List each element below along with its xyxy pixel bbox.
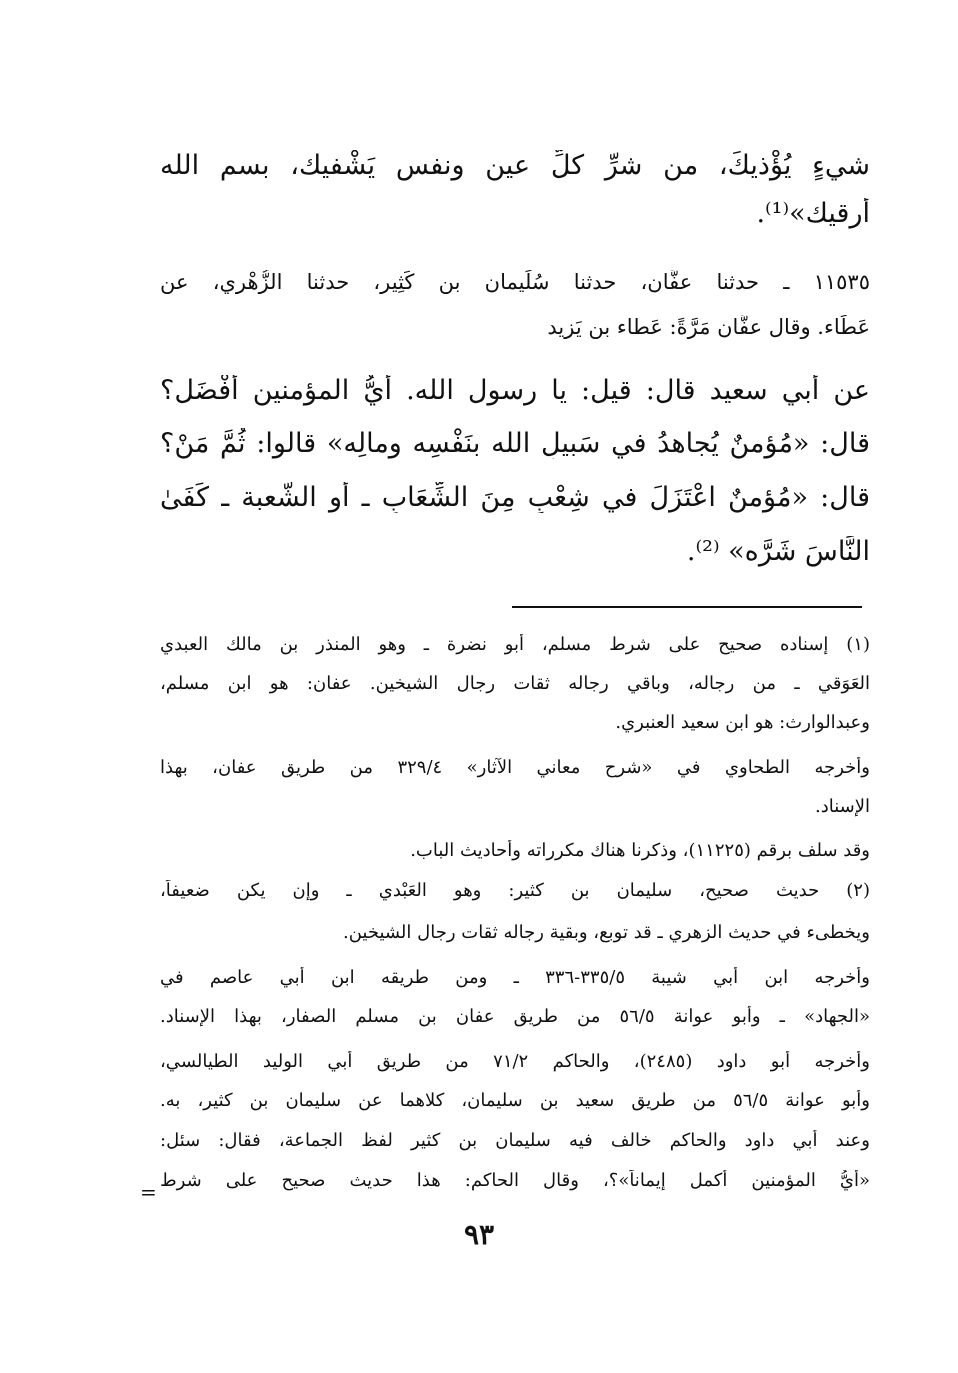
main-text-line: النَّاسَ شَرَّه» ⁽²⁾. — [686, 536, 870, 567]
footnote-line: «الجهاد» ـ وأبو عوانة ٥٦/٥ من طريق عفان بن مسلم الصفار، بهذا الإسناد. — [160, 1006, 870, 1027]
footnote-separator — [512, 606, 862, 608]
continuation-mark: = — [140, 1180, 157, 1204]
footnote-line: الإسناد. — [814, 796, 870, 817]
main-text-line: أرقيك»⁽¹⁾. — [756, 198, 870, 229]
footnote-line: (١) إسناده صحيح على شرط مسلم، أبو نضرة ـ وهو المنذر بن مالك العبدي — [160, 634, 870, 655]
footnote-line: وقد سلف برقم (١١٢٢٥)، وذكرنا هناك مكرراته وأحاديث الباب. — [410, 840, 870, 861]
footnote-line: وأبو عوانة ٥٦/٥ من طريق سعيد بن سليمان، كلاهما عن سليمان بن كثير، به. — [160, 1090, 870, 1111]
isnad-line: عَطَاء. وقال عفَّان مَرَّةً: عَطاء بن يَزيد — [547, 315, 870, 339]
footnote-line: العَوَقي ـ من رجاله، وباقي رجاله ثقات رجال الشيخين. عفان: هو ابن مسلم، — [160, 673, 870, 694]
footnote-line: (٢) حديث صحيح، سليمان بن كثير: وهو العَبْدي ـ وإن يكن ضعيفاً، — [160, 880, 870, 901]
footnote-line: وأخرجه ابن أبي شيبة ٣٣٥/٥-٣٣٦ ـ ومن طريقه ابن أبي عاصم في — [160, 967, 870, 988]
footnote-line: ويخطىء في حديث الزهري ـ قد توبع، وبقية رجاله ثقات رجال الشيخين. — [342, 922, 870, 943]
hadith-number-line: ١١٥٣٥ ـ حدثنا عفَّان، حدثنا سُلَيمان بن كَثِير، حدثنا الزُّهْري، عن — [160, 270, 870, 294]
footnote-line: وأخرجه الطحاوي في «شرح معاني الآثار» ٣٢٩/٤ من طريق عفان، بهذا — [160, 757, 870, 778]
footnote-line: «أيُّ المؤمنين أكمل إيماناً»؟، وقال الحاكم: هذا حديث صحيح على شرط — [160, 1170, 870, 1191]
main-text-line: عن أبي سعيد قال: قيل: يا رسول الله. أيُّ المؤمنين أفْضَل؟ — [160, 375, 870, 406]
main-text-line: شيءٍ يُؤْذيكَ، من شرِّ كلِّ عينٍ ونفسٍ يَشْفيك، بسم الله — [160, 150, 870, 181]
main-text-line: قال: «مُؤمنٌ يُجاهدُ في سَبيلِ الله بنَفْسِه ومالِه» قالوا: ثُمَّ مَنْ؟ — [160, 428, 870, 459]
main-text-line: قال: «مُؤمنٌ اعْتَزَلَ في شِعْبٍ مِنَ الشِّعَابِ ـ أو الشُّعبة ـ كَفَىٰ — [160, 482, 870, 513]
footnote-line: وعند أبي داود والحاكم خالف فيه سليمان بن كثير لفظ الجماعة، فقال: سئل: — [160, 1130, 870, 1151]
footnote-line: وأخرجه أبو داود (٢٤٨٥)، والحاكم ٧١/٢ من طريق أبي الوليد الطيالسي، — [160, 1051, 870, 1072]
page-number: ٩٣ — [463, 1218, 495, 1251]
footnote-line: وعبدالوارث: هو ابن سعيد العنبري. — [615, 712, 870, 733]
